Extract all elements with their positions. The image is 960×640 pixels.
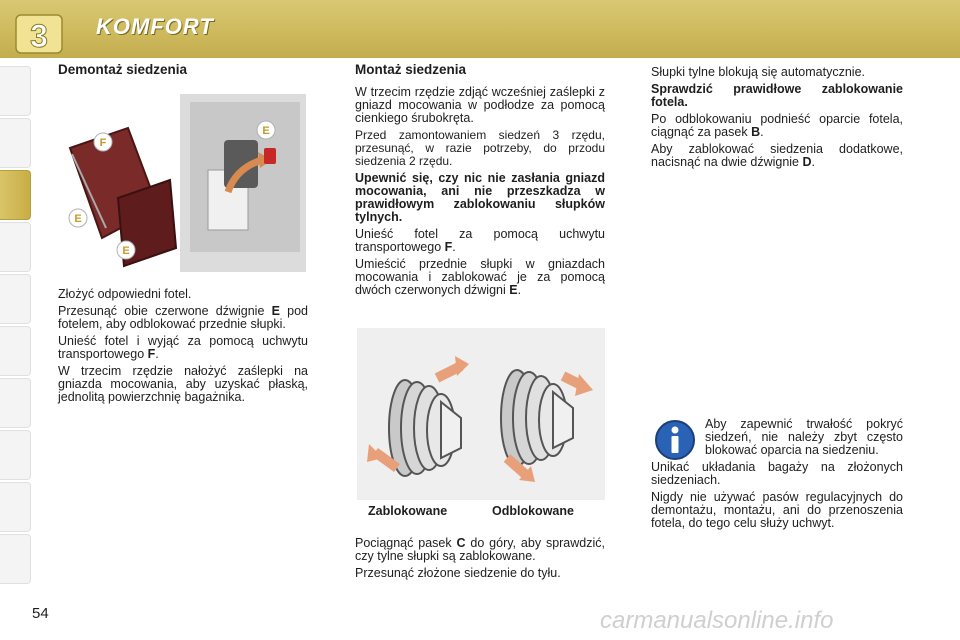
removal-steps	[58, 288, 308, 408]
chapter-tab[interactable]	[0, 430, 31, 480]
chapter-tab[interactable]	[0, 482, 31, 532]
column-notes	[651, 66, 903, 173]
figure-label: F	[99, 137, 107, 149]
seat-removal-illustration	[58, 88, 308, 272]
chapter-header	[0, 0, 960, 58]
info-paragraph: Aby zapewnić trwałość pokryć siedzeń, nie należy zbyt często blokować oparcia na siedzeniu.	[705, 417, 903, 457]
red-lever	[264, 148, 276, 164]
watermark: carmanualsonline.info	[600, 607, 834, 634]
paragraph-bold: Sprawdzić prawidłowe zablokowanie fotela.	[651, 82, 903, 109]
paragraph: Aby zablokować siedzenia dodatkowe, nacisnąć na dwie dźwignie D.	[651, 142, 903, 169]
installation-steps-end	[355, 537, 605, 584]
paragraph: Złożyć odpowiedni fotel.	[58, 287, 192, 301]
figure-label: E	[74, 213, 82, 225]
figure-label: E	[122, 245, 130, 257]
section-heading-installation: Montaż siedzenia	[355, 62, 467, 77]
chapter-tab[interactable]	[0, 222, 31, 272]
figure-label: E	[262, 125, 270, 137]
paragraph: Przed zamontowaniem siedzeń 3 rzędu, przesunąć, w razie potrzeby, do przodu siedzenia 2 rzędu.	[355, 128, 605, 168]
chapter-tab[interactable]	[0, 326, 31, 376]
paragraph: W trzecim rzędzie zdjąć wcześniej zaślepki z gniazd mocowania w podłodze za pomocą cienkiego śrubokręta.	[355, 85, 605, 125]
chapter-tab[interactable]	[0, 274, 31, 324]
chapter-number: 3	[30, 18, 48, 54]
paragraph: Przesunąć złożone siedzenie do tyłu.	[355, 566, 561, 580]
paragraph: Przesunąć obie czerwone dźwignie E pod fotelem, aby odblokować przednie słupki.	[58, 304, 308, 331]
chapter-tab-active[interactable]	[0, 170, 31, 220]
caption-locked: Zablokowane	[368, 504, 448, 518]
paragraph: Umieścić przednie słupki w gniazdach mocowania i zablokować je za pomocą dwóch czerwonych dźwigni E.	[355, 257, 605, 297]
info-paragraph: Unikać układania bagaży na złożonych siedzeniach.	[651, 460, 903, 487]
info-paragraph: Nigdy nie używać pasów regulacyjnych do demontażu, montażu, ani do przenoszenia fotela, do tego celu służy uchwyt.	[651, 490, 903, 530]
paragraph: Pociągnąć pasek C do góry, aby sprawdzić, czy tylne słupki są zablokowane.	[355, 536, 605, 563]
column-installation	[355, 63, 605, 301]
chapter-badge-icon	[14, 11, 64, 57]
paragraph-warning: Upewnić się, czy nic nie zasłania gniazd mocowania, ani nie przeszkadza w prawidłowym zablokowaniu słupków tylnych.	[355, 171, 605, 224]
column-removal	[58, 63, 308, 86]
chapter-tabs	[0, 58, 32, 588]
chapter-tab[interactable]	[0, 118, 31, 168]
chapter-tab[interactable]	[0, 534, 31, 584]
chapter-tab[interactable]	[0, 66, 31, 116]
section-heading-removal: Demontaż siedzenia	[58, 62, 188, 77]
paragraph: Unieść fotel za pomocą uchwytu transportowego F.	[355, 227, 605, 254]
paragraph: Słupki tylne blokują się automatycznie.	[651, 65, 866, 79]
paragraph: Unieść fotel i wyjąć za pomocą uchwytu transportowego F.	[58, 334, 308, 361]
anchor-lock-illustration	[357, 328, 605, 500]
caption-unlocked: Odblokowane	[492, 504, 574, 518]
paragraph: W trzecim rzędzie nałożyć zaślepki na gniazda mocowania, aby uzyskać płaską, jednolitą powierzchnię bagażnika.	[58, 364, 308, 404]
chapter-tab[interactable]	[0, 378, 31, 428]
chapter-title: KOMFORT	[96, 14, 214, 39]
info-box	[651, 418, 903, 534]
page-number: 54	[32, 605, 49, 622]
paragraph: Po odblokowaniu podnieść oparcie fotela, ciągnąć za pasek B.	[651, 112, 903, 139]
